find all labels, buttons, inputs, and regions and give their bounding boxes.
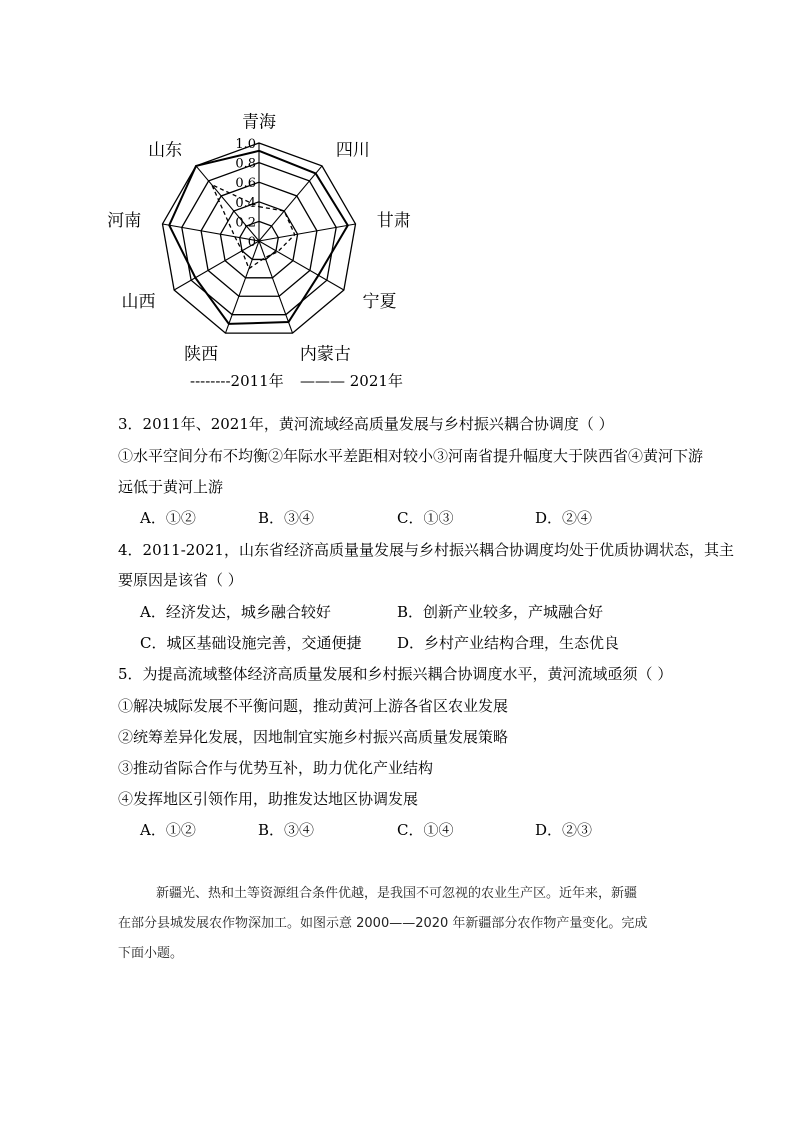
axis-label: 内蒙古: [299, 344, 351, 365]
q3-stem: 3．2011年、2021年，黄河流域经高质量发展与乡村振兴耦合协调度（ ）: [118, 415, 614, 433]
tick-label: 0.4: [235, 195, 256, 211]
tick-label: 0.6: [235, 176, 256, 192]
axis-label: 山东: [148, 140, 183, 161]
legend-2011: --------2011年: [190, 372, 284, 390]
passage-line2: 在部分县城发展农作物深加工。如图示意 2000——2020 年新疆部分农作物产量变化。完成: [118, 916, 648, 931]
passage-line3: 下面小题。: [118, 946, 184, 961]
q4-option-a[interactable]: A．经济发达，城乡融合较好: [140, 603, 331, 621]
q5-option-d[interactable]: D．②③: [535, 821, 593, 839]
axis-label: 青海: [242, 112, 276, 133]
q5-option-c[interactable]: C．①④: [397, 821, 454, 839]
legend-2021: ——— 2021年: [300, 372, 403, 390]
spoke-2: [259, 166, 322, 241]
q5-stem: 5．为提高流域整体经济高质量发展和乡村振兴耦合协调度水平，黄河流域亟须（ ）: [118, 665, 673, 683]
q4-option-c[interactable]: C．城区基础设施完善，交通便捷: [140, 634, 362, 652]
spoke-6: [225, 241, 259, 333]
q5-statement-4: ④发挥地区引领作用，助推发达地区协调发展: [118, 790, 419, 808]
spoke-7: [174, 241, 259, 290]
tick-label: 0: [247, 235, 256, 250]
passage-line1: 新疆光、热和土等资源组合条件优越，是我国不可忽视的农业生产区。近年来，新疆: [156, 886, 638, 901]
q3-statement-line2: 远低于黄河上游: [118, 478, 224, 496]
tick-label: 0.2: [235, 215, 256, 231]
axis-label: 河南: [107, 211, 142, 232]
axis-label: 陕西: [184, 344, 219, 365]
q4-stem-line1: 4．2011-2021，山东省经济高质量量发展与乡村振兴耦合协调度均处于优质协调状态，其主: [118, 541, 734, 559]
q4-option-d[interactable]: D．乡村产业结构合理，生态优良: [397, 634, 620, 652]
axis-label: 山西: [121, 291, 156, 312]
q4-stem-line2: 要原因是该省（ ）: [118, 571, 243, 589]
q3-option-c[interactable]: C．①③: [397, 509, 454, 527]
q5-option-b[interactable]: B．③④: [258, 821, 315, 839]
q5-option-a[interactable]: A．①②: [140, 821, 196, 839]
q4-option-b[interactable]: B．创新产业较多，产城融合好: [397, 603, 604, 621]
radar-chart: [100, 108, 420, 398]
q3-option-d[interactable]: D．②④: [535, 509, 593, 527]
q5-statement-3: ③推动省际合作与优势互补，助力优化产业结构: [118, 759, 434, 777]
axis-label: 甘肃: [376, 211, 411, 232]
q5-statement-2: ②统筹差异化发展，因地制宜实施乡村振兴高质量发展策略: [118, 728, 509, 746]
axis-label: 宁夏: [362, 291, 397, 312]
q5-statement-1: ①解决城际发展不平衡问题，推动黄河上游各省区农业发展: [118, 697, 509, 715]
tick-label: 0.8: [235, 156, 256, 172]
q3-option-a[interactable]: A．①②: [140, 509, 196, 527]
spoke-4: [259, 241, 344, 290]
q3-option-b[interactable]: B．③④: [258, 509, 315, 527]
tick-label: 1.0: [235, 137, 256, 152]
q3-statement-line1: ①水平空间分布不均衡②年际水平差距相对较小③河南省提升幅度大于陕西省④黄河下游: [118, 447, 704, 465]
axis-label: 四川: [335, 140, 370, 161]
spoke-5: [259, 241, 293, 333]
